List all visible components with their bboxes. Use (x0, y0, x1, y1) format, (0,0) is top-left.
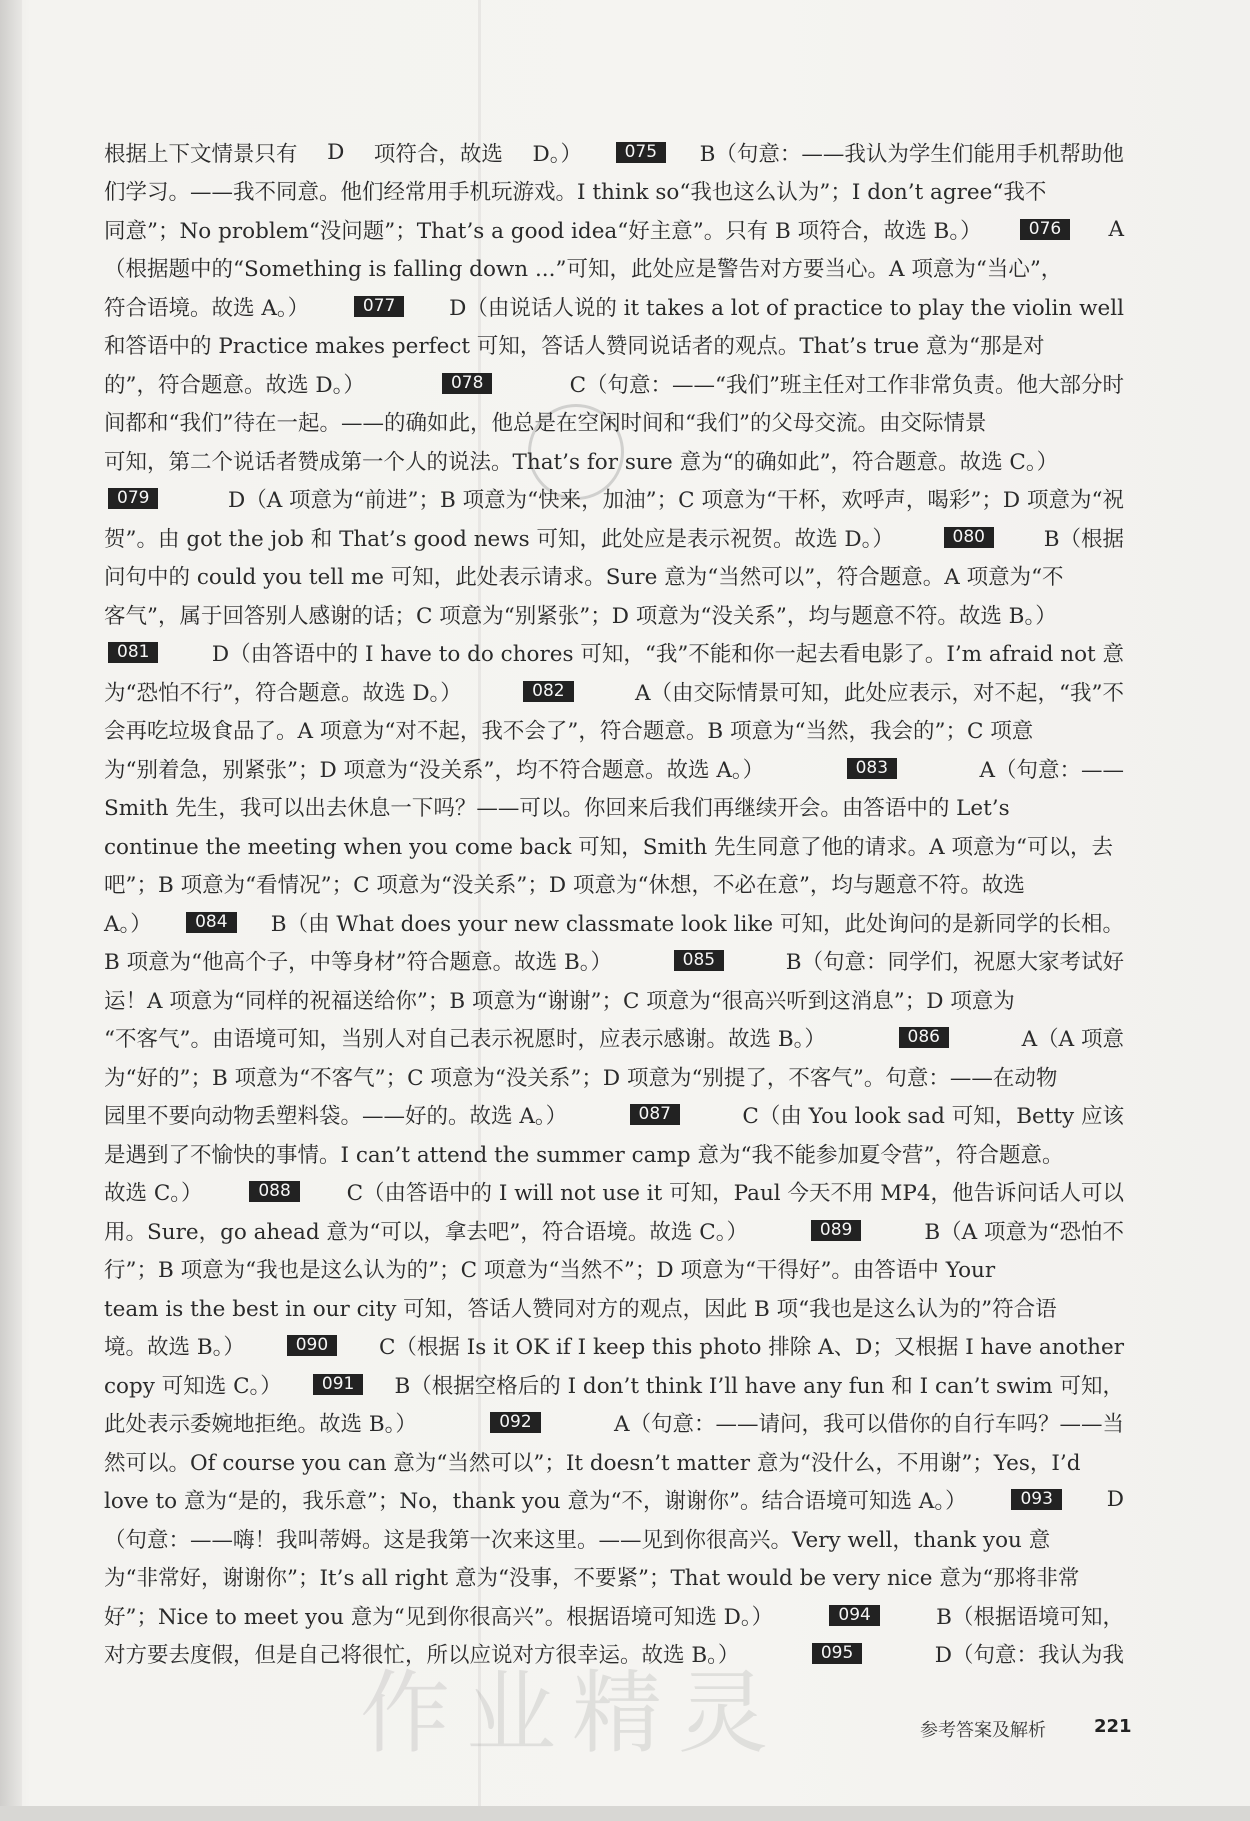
text-line (104, 1442, 1124, 1481)
text-segment: A（A 项意 (1021, 1027, 1124, 1053)
text-segment: D (327, 139, 345, 165)
text-line (104, 1558, 1124, 1597)
text-segment: 为“好的”；B 项意为“不客气”；C 项意为“没关系”；D 项意为“别提了，不客气”。句意：——在动物 (104, 1065, 1058, 1091)
question-number-badge: 086 (899, 1027, 949, 1048)
text-segment: B（A 项意为“恐怕不 (924, 1219, 1124, 1245)
text-segment: 用。Sure，go ahead 意为“可以，拿去吧”，符合语境。故选 C。） (104, 1219, 748, 1245)
text-line (104, 634, 1124, 673)
text-line (104, 557, 1124, 596)
text-segment: 可知，第二个说话者赞成第一个人的说法。That’s for sure 意为“的确如此”，符合题意。故选 C。） (104, 449, 1059, 475)
answer-text-body (104, 133, 1124, 1673)
text-segment: 为“别着急，别紧张”；D 项意为“没关系”，均不符合题意。故选 A。） (104, 757, 765, 783)
text-line (104, 518, 1124, 557)
question-number-badge: 092 (490, 1412, 540, 1433)
book-spine (0, 0, 22, 1821)
question-number-badge: 095 (812, 1643, 862, 1664)
question-number-badge: 089 (811, 1220, 861, 1241)
text-line (104, 1596, 1124, 1635)
text-line (104, 1057, 1124, 1096)
text-segment: 然可以。Of course you can 意为“当然可以”；It doesn’t matter 意为“没什么，不用谢”；Yes，I’d (104, 1450, 1081, 1476)
text-segment: B（根据空格后的 I don’t think I’ll have any fun 和 I can’t swim 可知， (394, 1373, 1124, 1399)
footer-title: 参考答案及解析 (920, 1720, 1046, 1741)
text-segment: 吧”；B 项意为“看情况”；C 项意为“没关系”；D 项意为“休想，不必在意”，均与题意不符。故选 (104, 873, 1025, 899)
text-segment: A（句意：—— (979, 757, 1124, 783)
text-line (104, 172, 1124, 211)
text-segment: C（由 You look sad 可知，Betty 应该 (742, 1104, 1124, 1130)
text-line (104, 403, 1124, 442)
page-bottom-edge (0, 1806, 1250, 1821)
question-number-badge: 078 (442, 373, 492, 394)
text-segment: （根据题中的“Something is falling down ...”可知，此处应是警告对方要当心。A 项意为“当心”， (104, 257, 1063, 283)
text-line (104, 1250, 1124, 1289)
text-segment: team is the best in our city 可知，答话人赞同对方的观点，因此 B 项“我也是这么认为的”符合语 (104, 1296, 1057, 1322)
text-segment: C（句意：——“我们”班主任对工作非常负责。他大部分时 (569, 372, 1124, 398)
text-segment: Smith 先生，我可以出去休息一下吗？——可以。你回来后我们再继续开会。由答语中的 Let’s (104, 796, 1010, 822)
text-line (104, 326, 1124, 365)
text-line (104, 287, 1124, 326)
text-segment: 们学习。——我不同意。他们经常用手机玩游戏。I think so“我也这么认为”；I don’t agree“我不 (104, 180, 1047, 206)
question-number-badge: 093 (1011, 1489, 1061, 1510)
question-number-badge: 085 (674, 950, 724, 971)
question-number-badge: 080 (944, 527, 994, 548)
question-number-badge: 082 (523, 681, 573, 702)
text-line (104, 980, 1124, 1019)
text-segment: love to 意为“是的，我乐意”；No，thank you 意为“不，谢谢你”。结合语境可知选 A。） (104, 1489, 967, 1515)
text-segment: 项符合，故选 (373, 141, 503, 167)
text-line (104, 595, 1124, 634)
text-line (104, 1173, 1124, 1212)
text-line (104, 1327, 1124, 1366)
text-segment: A（句意：——请问，我可以借你的自行车吗？——当 (613, 1412, 1124, 1438)
text-segment: A (1108, 216, 1124, 242)
text-segment: 境。故选 B。） (104, 1335, 245, 1361)
text-line (104, 249, 1124, 288)
text-line (104, 865, 1124, 904)
text-line (104, 480, 1124, 519)
text-line (104, 441, 1124, 480)
question-number-badge: 087 (630, 1104, 680, 1125)
text-segment: D（由答语中的 I have to do chores 可知，“我”不能和你一起去看电影了。I’m afraid not 意 (211, 642, 1124, 668)
question-number-badge: 077 (354, 296, 404, 317)
watermark: 作业精灵 (360, 1661, 784, 1766)
text-segment: C（根据 Is it OK if I keep this photo 排除 A、D；又根据 I have another (378, 1335, 1124, 1361)
text-segment: B（根据语境可知， (936, 1604, 1124, 1630)
question-number-badge: 076 (1020, 219, 1070, 240)
text-segment: 根据上下文情景只有 (104, 141, 298, 167)
text-line (104, 1365, 1124, 1404)
text-segment: 此处表示委婉地拒绝。故选 B。） (104, 1412, 417, 1438)
text-line (104, 133, 1124, 172)
text-segment: 为“恐怕不行”，符合题意。故选 D。） (104, 680, 462, 706)
question-number-badge: 075 (616, 142, 666, 163)
text-line (104, 1519, 1124, 1558)
text-segment: 故选 C。） (104, 1181, 203, 1207)
text-segment: 客气”，属于回答别人感谢的话；C 项意为“别紧张”；D 项意为“没关系”，均与题意不符。故选 B。） (104, 603, 1057, 629)
text-segment: 符合语境。故选 A。） (104, 295, 310, 321)
text-segment: 是遇到了不愉快的事情。I can’t attend the summer camp 意为“我不能参加夏令营”，符合题意。 (104, 1142, 1064, 1168)
text-line (104, 1134, 1124, 1173)
text-segment: 为“非常好，谢谢你”；It’s all right 意为“没事，不要紧”；That would be very nice 意为“那将非常 (104, 1566, 1080, 1592)
text-segment: 同意”；No problem“没问题”；That’s a good idea“好主意”。只有 B 项符合，故选 B。） (104, 218, 982, 244)
text-segment: 园里不要向动物丢塑料袋。——好的。故选 A。） (104, 1104, 568, 1130)
text-segment: 间都和“我们”待在一起。——的确如此，他总是在空闲时间和“我们”的父母交流。由交际情景 (104, 411, 987, 437)
text-segment: （句意：——嗨！我叫蒂姆。这是我第一次来这里。——见到你很高兴。Very well，thank you 意 (104, 1527, 1051, 1553)
text-line (104, 672, 1124, 711)
question-number-badge: 091 (313, 1374, 363, 1395)
text-line (104, 1019, 1124, 1058)
text-segment: B（根据 (1043, 526, 1124, 552)
text-segment: 行”；B 项意为“我也是这么认为的”；C 项意为“当然不”；D 项意为“干得好”。由答语中 Your (104, 1258, 996, 1284)
text-line (104, 1404, 1124, 1443)
text-segment: 贺”。由 got the job 和 That’s good news 可知，此处应是表示祝贺。故选 D。） (104, 526, 894, 552)
text-segment: A。） (104, 911, 152, 937)
text-segment: D（句意：我认为我 (934, 1643, 1124, 1669)
text-segment: D（由说话人说的 it takes a lot of practice to play the violin well (449, 295, 1124, 321)
text-line (104, 1481, 1124, 1520)
text-segment: 问句中的 could you tell me 可知，此处表示请求。Sure 意为“当然可以”，符合题意。A 项意为“不 (104, 565, 1064, 591)
text-line (104, 1211, 1124, 1250)
text-line (104, 826, 1124, 865)
page-number: 221 (1094, 1716, 1132, 1737)
text-line (104, 749, 1124, 788)
question-number-badge: 094 (829, 1605, 879, 1626)
text-line (104, 1288, 1124, 1327)
text-line (104, 210, 1124, 249)
text-line (104, 903, 1124, 942)
text-line (104, 788, 1124, 827)
question-number-badge: 081 (108, 642, 158, 663)
text-segment: A（由交际情景可知，此处应表示，对不起，“我”不 (634, 680, 1124, 706)
text-segment: C（由答语中的 I will not use it 可知，Paul 今天不用 MP4，他告诉问话人可以 (346, 1181, 1124, 1207)
text-segment: 和答语中的 Practice makes perfect 可知，答话人赞同说话者的观点。That’s true 意为“那是对 (104, 334, 1045, 360)
text-segment: 的”，符合题意。故选 D。） (104, 372, 365, 398)
text-segment: B（由 What does your new classmate look like 可知，此处询问的是新同学的长相。 (270, 911, 1124, 937)
text-segment: “不客气”。由语境可知，当别人对自己表示祝愿时，应表示感谢。故选 B。） (104, 1027, 826, 1053)
text-segment: 对方要去度假，但是自己将很忙，所以应说对方很幸运。故选 B。） (104, 1643, 740, 1669)
text-segment: 会再吃垃圾食品了。A 项意为“对不起，我不会了”，符合题意。B 项意为“当然，我会的”；C 项意 (104, 719, 1034, 745)
text-segment: B（句意：同学们，祝愿大家考试好 (785, 950, 1124, 976)
text-segment: B（句意：——我认为学生们能用手机帮助他 (699, 141, 1124, 167)
text-segment: copy 可知选 C。） (104, 1373, 282, 1399)
text-segment: 好”；Nice to meet you 意为“见到你很高兴”。根据语境可知选 D。） (104, 1604, 774, 1630)
text-segment: D。） (532, 141, 583, 167)
text-segment: D (1106, 1487, 1124, 1513)
text-segment: 运！A 项意为“同样的祝福送给你”；B 项意为“谢谢”；C 项意为“很高兴听到这消息”；D 项意为 (104, 988, 1015, 1014)
question-number-badge: 088 (249, 1181, 299, 1202)
text-line (104, 364, 1124, 403)
text-line (104, 1096, 1124, 1135)
question-number-badge: 079 (108, 488, 158, 509)
text-segment: D（A 项意为“前进”；B 项意为“快来，加油”；C 项意为“干杯，欢呼声，喝彩”；D 项意为“祝 (227, 488, 1124, 514)
text-line (104, 942, 1124, 981)
question-number-badge: 083 (847, 758, 897, 779)
question-number-badge: 084 (186, 912, 236, 933)
text-segment: continue the meeting when you come back 可知，Smith 先生同意了他的请求。A 项意为“可以，去 (104, 834, 1113, 860)
question-number-badge: 090 (287, 1335, 337, 1356)
text-line (104, 711, 1124, 750)
text-segment: B 项意为“他高个子，中等身材”符合题意。故选 B。） (104, 950, 613, 976)
